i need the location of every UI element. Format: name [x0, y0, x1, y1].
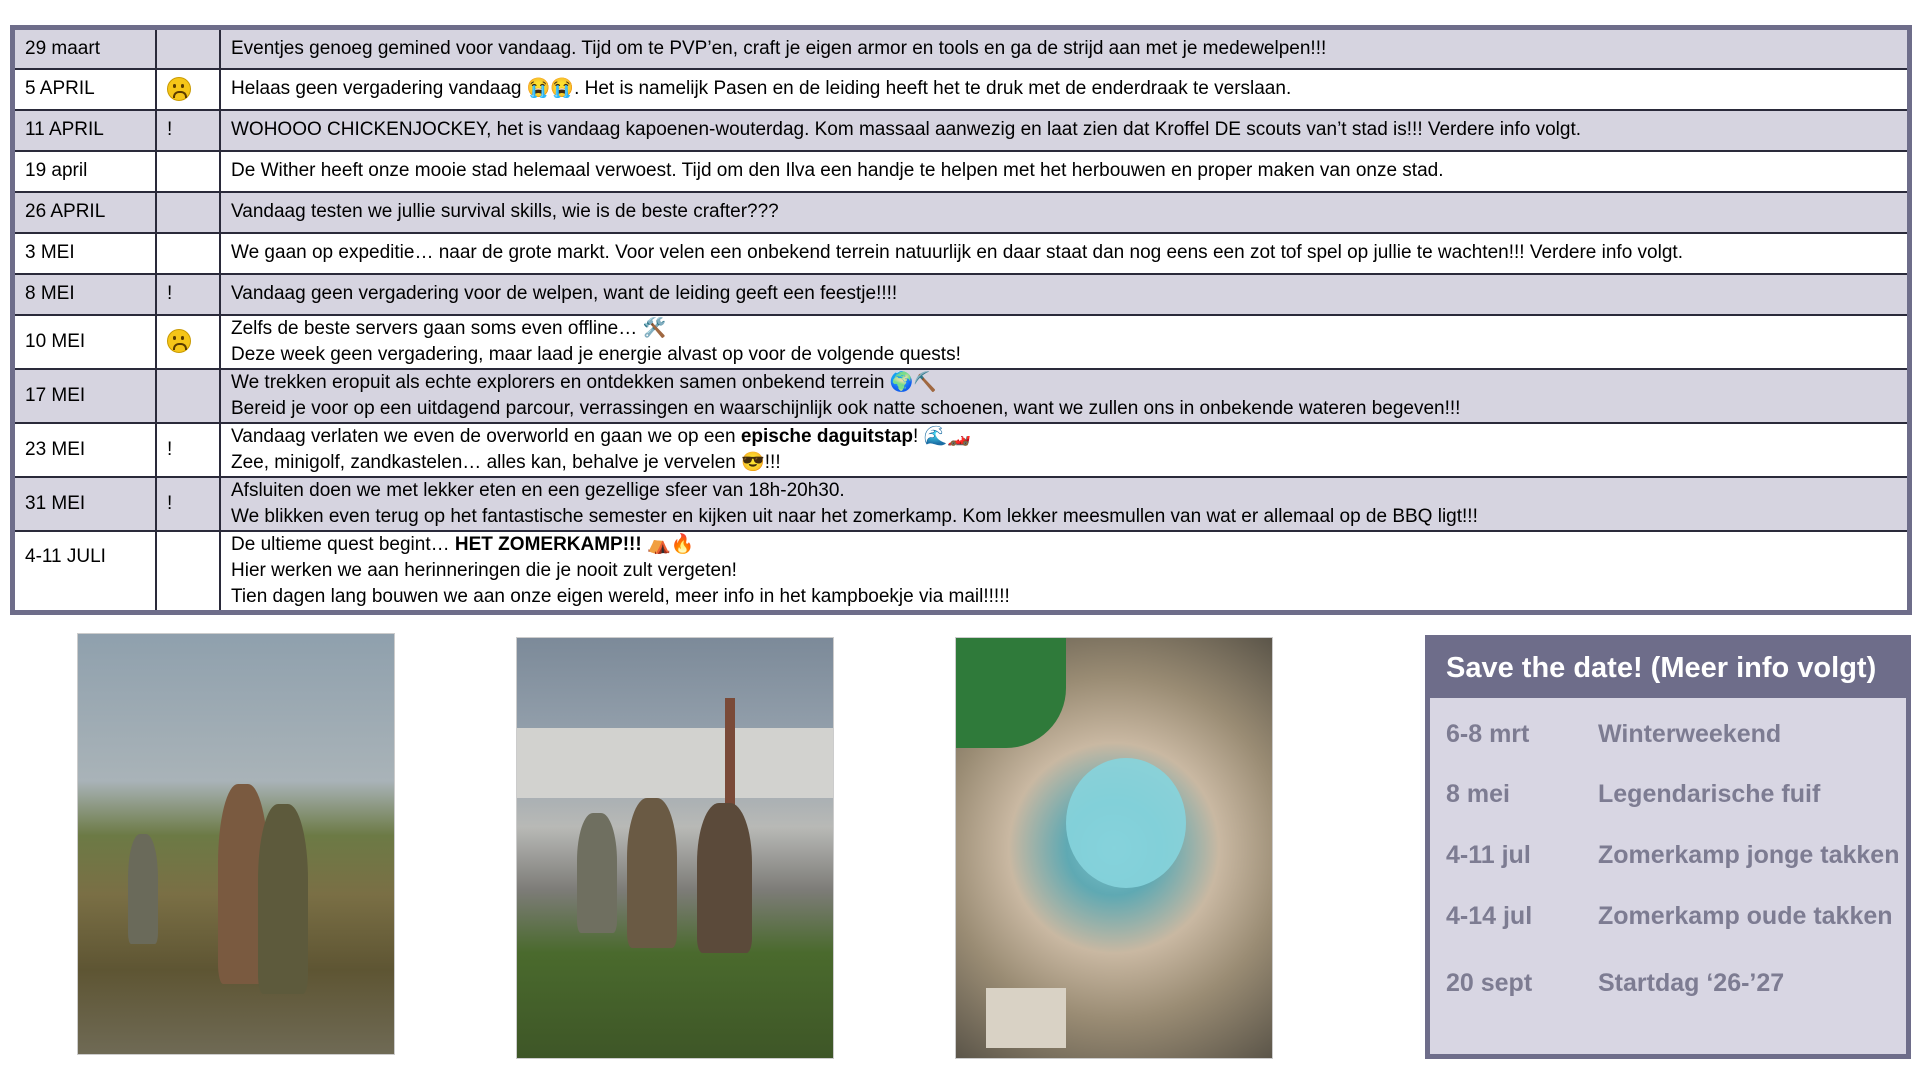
schedule-row	[13, 477, 1910, 531]
save-the-date-item	[1446, 902, 1893, 931]
description-line: Afsluiten doen we met lekker eten en een gezellige sfeer van 18h-20h30.	[231, 479, 845, 501]
row-description	[220, 315, 1910, 369]
row-mark	[156, 233, 220, 274]
row-description: Helaas geen vergadering vandaag 😭😭. Het is namelijk Pasen en de leiding heeft het te druk met de enderdraak te verslaan.	[220, 69, 1910, 110]
row-date: 5 APRIL	[13, 69, 157, 110]
schedule-row	[13, 69, 1910, 110]
schedule-row	[13, 531, 1910, 613]
row-date: 17 MEI	[13, 369, 157, 423]
description-line: Hier werken we aan herinneringen die je nooit zult vergeten!	[231, 559, 737, 581]
item-event: Startdag ‘26-’27	[1598, 969, 1785, 997]
item-date: 20 sept	[1446, 969, 1533, 997]
save-the-date-panel	[1425, 635, 1911, 1059]
description-line	[231, 424, 1897, 450]
row-date: 26 APRIL	[13, 192, 157, 233]
row-description	[220, 531, 1910, 613]
description-line: Bereid je voor op een uitdagend parcour, verrassingen en waarschijnlijk ook natte schoenen, want we zullen ons in onbekende wateren begeven!!!	[231, 397, 1461, 419]
photo-slime-hands	[955, 637, 1273, 1059]
description-line: We trekken eropuit als echte explorers en ontdekken samen onbekend terrein 🌍⛏️	[231, 371, 938, 393]
exclamation-mark: !	[156, 477, 220, 531]
row-description	[220, 423, 1910, 477]
row-date: 11 APRIL	[13, 110, 157, 151]
bold-highlight: HET ZOMERKAMP!!!	[454, 533, 642, 555]
row-mark	[156, 151, 220, 192]
description-text: ! 🌊🏎️	[912, 425, 971, 447]
description-line: We blikken even terug op het fantastische semester en kijken uit naar het zomerkamp. Kom lekker meesmullen van wat er allemaal op de BBQ ligt!!!	[231, 505, 1478, 527]
row-date: 10 MEI	[13, 315, 157, 369]
row-mark	[156, 315, 220, 369]
schedule-row	[13, 274, 1910, 315]
row-date: 3 MEI	[13, 233, 157, 274]
description-text: De ultieme quest begint…	[231, 533, 455, 555]
row-description	[220, 477, 1910, 531]
row-description: We gaan op expeditie… naar de grote markt. Voor velen een onbekend terrein natuurlijk en daar staat dan nog eens een zot tof spel op jullie te wachten!!! Verdere info volgt.	[220, 233, 1910, 274]
save-the-date-item	[1446, 780, 1820, 809]
item-event: Zomerkamp jonge takken	[1598, 841, 1900, 869]
row-mark	[156, 28, 220, 69]
photo-muddy-scouts	[77, 633, 395, 1055]
schedule-table	[10, 25, 1912, 615]
row-date: 4-11 JULI	[13, 531, 157, 613]
description-text: ⛺🔥	[641, 533, 695, 555]
save-the-date-item	[1446, 969, 1784, 998]
sad-face-icon	[167, 329, 191, 353]
schedule-row	[13, 192, 1910, 233]
row-description: De Wither heeft onze mooie stad helemaal verwoest. Tijd om den Ilva een handje te helpen met het herbouwen en proper maken van onze stad.	[220, 151, 1910, 192]
save-the-date-title: Save the date! (Meer info volgt)	[1430, 640, 1906, 698]
schedule-row	[13, 151, 1910, 192]
schedule-row	[13, 315, 1910, 369]
item-date: 4-14 jul	[1446, 902, 1533, 930]
description-text: Vandaag verlaten we even de overworld en gaan we op een	[231, 425, 741, 447]
description-line: Tien dagen lang bouwen we aan onze eigen wereld, meer info in het kampboekje via mail!!!!!	[231, 585, 1010, 607]
row-mark	[156, 69, 220, 110]
schedule-row	[13, 233, 1910, 274]
exclamation-mark: !	[156, 110, 220, 151]
exclamation-mark: !	[156, 423, 220, 477]
bold-highlight: epische daguitstap	[740, 425, 913, 447]
row-date: 29 maart	[13, 28, 157, 69]
description-line: Zelfs de beste servers gaan soms even offline… 🛠️	[231, 317, 667, 339]
row-description: WOHOOO CHICKENJOCKEY, het is vandaag kapoenen-wouterdag. Kom massaal aanwezig en laat zien dat Kroffel DE scouts van’t stad is!!! Verdere info volgt.	[220, 110, 1910, 151]
sad-face-icon	[167, 77, 191, 101]
save-the-date-item	[1446, 841, 1899, 870]
schedule-row	[13, 110, 1910, 151]
row-mark	[156, 192, 220, 233]
row-description: Vandaag testen we jullie survival skills, wie is de beste crafter???	[220, 192, 1910, 233]
row-description: Vandaag geen vergadering voor de welpen, want de leiding geeft een feestje!!!!	[220, 274, 1910, 315]
row-date: 8 MEI	[13, 274, 157, 315]
schedule-row	[13, 369, 1910, 423]
row-date: 23 MEI	[13, 423, 157, 477]
exclamation-mark: !	[156, 274, 220, 315]
item-event: Zomerkamp oude takken	[1598, 902, 1893, 930]
photo-scouts-running	[516, 637, 834, 1059]
item-event: Winterweekend	[1598, 720, 1782, 748]
row-mark	[156, 369, 220, 423]
row-date: 31 MEI	[13, 477, 157, 531]
item-event: Legendarische fuif	[1598, 780, 1821, 808]
description-line: Deze week geen vergadering, maar laad je energie alvast op voor de volgende quests!	[231, 343, 961, 365]
description-line	[231, 532, 1897, 558]
row-date: 19 april	[13, 151, 157, 192]
row-mark	[156, 531, 220, 613]
item-date: 4-11 jul	[1446, 841, 1531, 869]
description-line: Zee, minigolf, zandkastelen… alles kan, behalve je vervelen 😎!!!	[231, 451, 781, 473]
row-description: Eventjes genoeg gemined voor vandaag. Tijd om te PVP’en, craft je eigen armor en tools en ga de strijd aan met je medewelpen!!!	[220, 28, 1910, 69]
row-description	[220, 369, 1910, 423]
schedule-row	[13, 28, 1910, 69]
save-the-date-item	[1446, 720, 1781, 749]
item-date: 8 mei	[1446, 780, 1510, 808]
item-date: 6-8 mrt	[1446, 720, 1530, 748]
schedule-row	[13, 423, 1910, 477]
